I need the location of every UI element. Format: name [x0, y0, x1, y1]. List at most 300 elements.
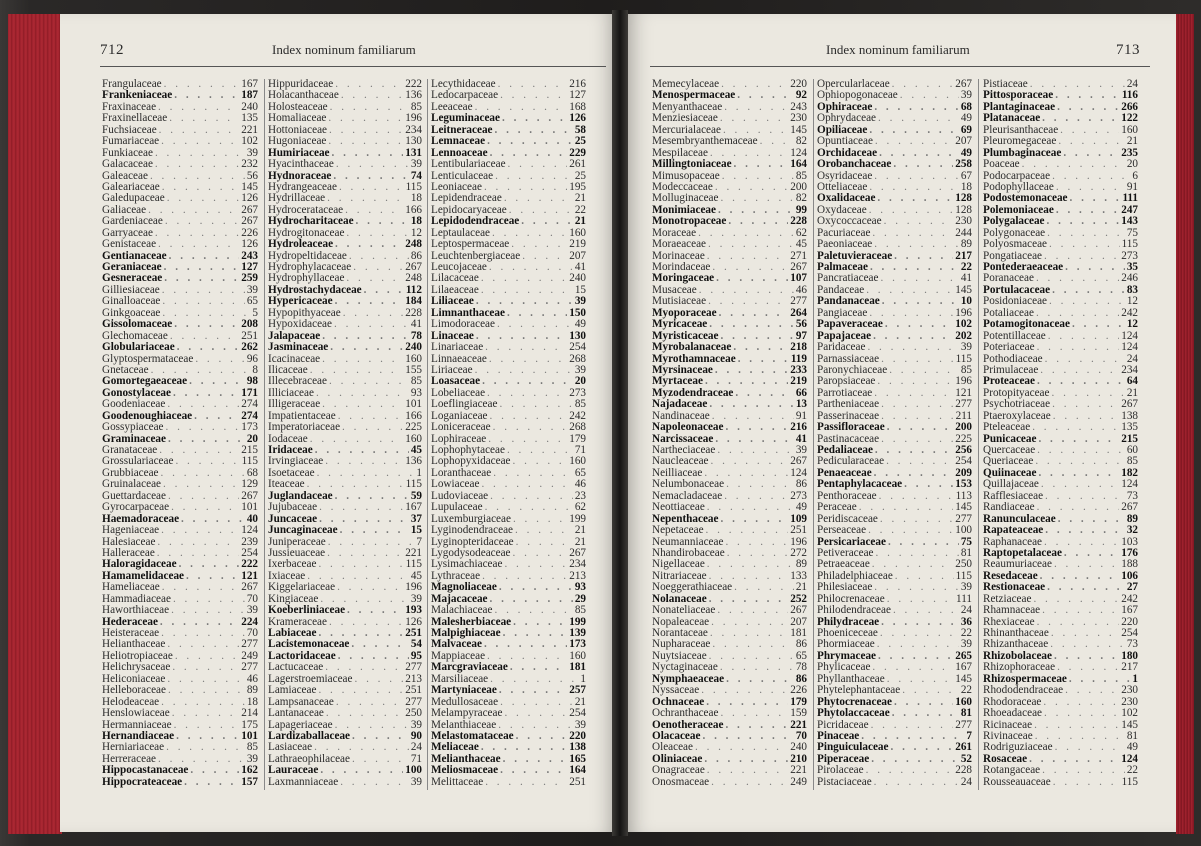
family-name: Hippocrateaceae: [102, 776, 183, 788]
dot-leader: [326, 136, 403, 147]
dot-leader: [160, 308, 250, 319]
dot-leader: [1052, 651, 1119, 662]
dot-leader: [872, 388, 953, 399]
page-ref: 45: [795, 239, 807, 251]
index-entry: [268, 582, 422, 593]
family-name: Lupulaceae: [431, 502, 483, 514]
family-name: Ochnaceae: [652, 696, 705, 708]
page-ref: 86: [795, 479, 807, 491]
index-entry: [268, 697, 422, 708]
family-name: Nymphaeaceae: [652, 673, 725, 685]
family-name: Leuchtenbergiaceae: [431, 250, 521, 262]
family-name: Rivinaceae: [983, 730, 1033, 742]
family-name: Modeccaceae: [652, 181, 713, 193]
index-entry: [268, 685, 422, 696]
page-ref: 219: [790, 376, 807, 388]
family-name: Parnassiaceae: [817, 353, 880, 365]
page-ref: 166: [405, 204, 422, 216]
family-name: Nhandirobaceae: [652, 547, 725, 559]
index-entry: [983, 537, 1138, 548]
page-ref: 54: [410, 639, 422, 651]
index-entry: [102, 331, 258, 342]
index-entry: [268, 193, 422, 204]
dot-leader: [177, 559, 240, 570]
page-ref: 254: [569, 708, 586, 720]
page-ref: 195: [569, 181, 586, 193]
family-name: Henslowiaceae: [102, 708, 170, 720]
dot-leader: [857, 502, 953, 513]
family-name: Nepetaceae: [652, 525, 704, 537]
page-ref: 7: [416, 536, 422, 548]
dot-leader: [173, 456, 239, 467]
dot-leader: [161, 479, 239, 490]
family-name: Linaceae: [431, 330, 474, 342]
index-entry: [102, 148, 258, 159]
dot-leader: [338, 777, 409, 788]
index-entry: [983, 262, 1138, 273]
family-name: Lentibulariaceae: [431, 159, 506, 171]
family-name: Rosaceae: [983, 753, 1028, 765]
index-entry: [652, 537, 807, 548]
family-name: Podocarpaceae: [983, 170, 1051, 182]
family-name: Quercaceae: [983, 445, 1036, 456]
running-header: Index nominum familiarum: [272, 42, 416, 57]
page-ref: 264: [790, 307, 807, 319]
page-ref: 39: [960, 90, 972, 102]
family-name: Pistaciaceae: [817, 776, 872, 788]
page-ref: 18: [960, 181, 972, 193]
page-ref: 127: [241, 262, 258, 273]
family-name: Memecylaceae: [652, 79, 720, 90]
dot-leader: [1034, 308, 1119, 319]
index-entry: [268, 708, 422, 719]
dot-leader: [347, 251, 409, 262]
family-name: Herniariaceae: [102, 742, 165, 754]
index-entry: [102, 468, 258, 479]
index-entry: [652, 159, 807, 170]
dot-leader: [473, 102, 568, 113]
dot-leader: [891, 159, 953, 170]
page-ref: 85: [795, 170, 807, 182]
page-ref: 97: [795, 330, 807, 342]
dot-leader: [705, 251, 788, 262]
index-entry: [431, 605, 586, 616]
family-name: Partheniaceae: [817, 399, 880, 411]
index-entry: [431, 434, 586, 445]
index-entry: [431, 182, 586, 193]
family-name: Lilaeaceae: [431, 284, 479, 296]
index-entry: [817, 136, 972, 147]
family-name: Paletuvieraceae: [817, 250, 893, 262]
family-name: Galiaceae: [102, 204, 147, 216]
page-ref: 248: [405, 239, 422, 251]
index-entry: [431, 697, 586, 708]
page-ref: 24: [410, 742, 422, 754]
page-ref: 230: [1121, 685, 1138, 697]
family-name: Lantanaceae: [268, 708, 324, 720]
family-name: Picridaceae: [817, 719, 869, 731]
family-name: Gonostylaceae: [102, 387, 171, 399]
dot-leader: [1033, 456, 1125, 467]
family-name: Hydroleaceae: [268, 239, 334, 251]
page-ref: 230: [790, 113, 807, 125]
dot-leader: [166, 685, 245, 696]
index-entry: [817, 765, 972, 776]
dot-leader: [758, 136, 794, 147]
page-ref: 188: [1121, 559, 1138, 571]
dot-leader: [719, 79, 788, 90]
family-name: Nupharaceae: [652, 639, 711, 651]
index-entry: [652, 548, 807, 559]
dot-leader: [325, 548, 403, 559]
dot-leader: [723, 422, 788, 433]
page-ref: 226: [241, 227, 258, 239]
dot-leader: [1040, 765, 1125, 776]
family-name: Phytolaccaceae: [817, 708, 890, 720]
family-name: Orchidaceae: [817, 147, 878, 159]
family-name: Lepidodendraceae: [431, 216, 520, 228]
index-entry: [268, 662, 422, 673]
family-name: Linnaeaceae: [431, 353, 487, 365]
family-name: Rapateaceae: [983, 525, 1044, 537]
family-name: Myrothamnaceae: [652, 353, 736, 365]
index-entry: [652, 639, 807, 650]
index-entry: [983, 639, 1138, 650]
page-ref: 173: [241, 422, 258, 434]
dot-leader: [479, 285, 573, 296]
index-entry: [983, 777, 1138, 788]
page-ref: 64: [1126, 376, 1138, 388]
page-ref: 130: [405, 136, 422, 148]
dot-leader: [305, 571, 409, 582]
family-name: Koeberliniaceae: [268, 605, 346, 617]
page-ref: 222: [241, 559, 258, 571]
dot-leader: [1043, 525, 1125, 536]
index-entry: [983, 365, 1138, 376]
family-name: Hottoniaceae: [268, 124, 328, 136]
index-entry: [983, 239, 1138, 250]
dot-leader: [160, 296, 244, 307]
index-entry: [102, 765, 258, 776]
family-name: Rhexiaceae: [983, 616, 1035, 628]
dot-leader: [156, 239, 239, 250]
page-ref: 83: [1126, 284, 1138, 296]
page-ref: 267: [241, 216, 258, 228]
index-entry: [431, 148, 586, 159]
index-entry: [102, 582, 258, 593]
family-name: Funkiaceae: [102, 147, 153, 159]
page-ref: 159: [790, 708, 807, 720]
index-entry: [983, 113, 1138, 124]
dot-leader: [1043, 354, 1125, 365]
page-ref: 145: [790, 124, 807, 136]
page-ref: 20: [1126, 159, 1138, 171]
page-ref: 138: [1121, 410, 1138, 422]
family-name: Gossypiaceae: [102, 422, 164, 434]
family-name: Gardeniaceae: [102, 216, 163, 228]
index-entry: [431, 193, 586, 204]
dot-leader: [182, 777, 239, 788]
dot-leader: [707, 571, 789, 582]
page-ref: 243: [241, 250, 258, 262]
page-ref: 65: [795, 650, 807, 662]
family-name: Lamiaceae: [268, 685, 317, 697]
index-entry: [983, 502, 1138, 513]
family-name: Plantaginaceae: [983, 101, 1056, 113]
page-ref: 98: [246, 376, 258, 388]
family-name: Hypoxidaceae: [268, 319, 332, 331]
family-name: Leguminaceae: [431, 113, 500, 125]
dot-leader: [879, 434, 953, 445]
index-entry: [817, 182, 972, 193]
dot-leader: [334, 697, 403, 708]
page-ref: 150: [569, 307, 586, 319]
page-ref: 135: [241, 113, 258, 125]
family-name: Pastinacaceae: [817, 433, 880, 445]
dot-leader: [148, 171, 245, 182]
page-ref: 107: [790, 273, 807, 285]
dot-leader: [872, 468, 954, 479]
page-ref: 124: [1121, 330, 1138, 342]
dot-leader: [1067, 674, 1131, 685]
family-name: Lactoridaceae: [268, 650, 336, 662]
dot-leader: [192, 411, 239, 422]
family-name: Myrobalanaceae: [652, 342, 732, 354]
index-entry: [817, 559, 972, 570]
index-entry: [817, 296, 972, 307]
dot-leader: [879, 399, 953, 410]
page-ref: 251: [405, 628, 422, 639]
page-ref: 23: [574, 490, 586, 502]
family-name: Nopaleaceae: [652, 616, 710, 628]
index-entry: [817, 354, 972, 365]
page-ref: 267: [241, 582, 258, 594]
index-entry: [431, 376, 586, 387]
page-ref: 164: [790, 159, 807, 171]
index-entry: [652, 251, 807, 262]
dot-leader: [1070, 319, 1125, 330]
index-entry: [268, 399, 422, 410]
index-entry: [817, 308, 972, 319]
dot-leader: [900, 685, 959, 696]
index-entry: [817, 239, 972, 250]
dot-leader: [706, 239, 794, 250]
page-ref: 115: [405, 559, 422, 571]
page-ref: 207: [955, 136, 972, 148]
family-name: Monotropaceae: [652, 216, 727, 228]
dot-leader: [876, 651, 953, 662]
index-entry: [268, 720, 422, 731]
index-entry: [431, 262, 586, 273]
index-column: [268, 79, 422, 788]
dot-leader: [327, 376, 409, 387]
dot-leader: [867, 182, 959, 193]
page-ref: 35: [1126, 262, 1138, 273]
index-entry: [102, 720, 258, 731]
family-name: Platanaceae: [983, 113, 1041, 125]
dot-leader: [352, 674, 403, 685]
index-entry: [102, 376, 258, 387]
dot-leader: [898, 90, 959, 101]
family-name: Protopityaceae: [983, 387, 1050, 399]
family-name: Mercurialaceae: [652, 124, 721, 136]
family-name: Heisteraceae: [102, 628, 160, 639]
dot-leader: [873, 445, 953, 456]
index-entry: [102, 559, 258, 570]
page-ref: 196: [405, 582, 422, 594]
family-name: Morindaceae: [652, 262, 711, 273]
dot-leader: [485, 136, 573, 147]
family-name: Illiciaceae: [268, 387, 314, 399]
family-name: Pothodiaceae: [983, 353, 1043, 365]
dot-leader: [1042, 708, 1119, 719]
index-entry: [652, 651, 807, 662]
index-entry: [983, 594, 1138, 605]
index-entry: [652, 754, 807, 765]
index-entry: [431, 674, 586, 685]
family-name: Musaceae: [652, 284, 697, 296]
dot-leader: [1062, 548, 1119, 559]
family-name: Papajaceae: [817, 330, 872, 342]
index-entry: [102, 651, 258, 662]
family-name: Poaceae: [983, 159, 1020, 171]
index-entry: [431, 491, 586, 502]
family-name: Penaeaceae: [817, 467, 872, 479]
page-ref: 115: [405, 181, 422, 193]
family-name: Grubbiaceae: [102, 467, 159, 479]
dot-leader: [164, 422, 240, 433]
index-entry: [652, 491, 807, 502]
page-ref: 41: [574, 262, 586, 273]
index-entry: [102, 479, 258, 490]
family-name: Narcissaceae: [652, 433, 714, 445]
dot-leader: [1035, 342, 1120, 353]
dot-leader: [492, 605, 572, 616]
index-entry: [102, 182, 258, 193]
index-entry: [431, 468, 586, 479]
index-entry: [431, 159, 586, 170]
family-name: Labiaceae: [268, 628, 317, 639]
family-name: Millingtoniaceae: [652, 159, 732, 171]
dot-leader: [316, 559, 403, 570]
page-ref: 167: [405, 502, 422, 514]
index-entry: [817, 708, 972, 719]
family-name: Galeariaceae: [102, 181, 160, 193]
family-name: Hammadiaceae: [102, 593, 171, 605]
page-ref: 115: [1121, 239, 1138, 251]
page-ref: 89: [1126, 513, 1138, 525]
index-entry: [817, 720, 972, 731]
page-ref: 65: [246, 296, 258, 308]
family-name: Paeoniaceae: [817, 239, 873, 251]
dot-leader: [870, 662, 953, 673]
family-name: Norantaceae: [652, 628, 708, 639]
dot-leader: [718, 708, 788, 719]
family-name: Moraceae: [652, 227, 697, 239]
dot-leader: [885, 674, 954, 685]
page-ref: 259: [241, 273, 258, 285]
family-name: Polygalaceae: [983, 216, 1045, 228]
family-name: Goodenoughiaceae: [102, 410, 193, 422]
page-ref: 233: [790, 364, 807, 376]
index-entry: [817, 319, 972, 330]
index-entry: [431, 456, 586, 467]
index-entry: [431, 296, 586, 307]
dot-leader: [184, 571, 239, 582]
page-ref: 102: [955, 319, 972, 331]
index-entry: [102, 354, 258, 365]
page-ref: 49: [574, 319, 586, 331]
index-column: [983, 79, 1138, 788]
index-entry: [431, 777, 586, 788]
index-entry: [268, 113, 422, 124]
dot-leader: [172, 319, 239, 330]
dot-leader: [872, 171, 959, 182]
family-name: Lysimachiaceae: [431, 559, 503, 571]
dot-leader: [879, 411, 954, 422]
page-ref: 182: [1121, 467, 1138, 479]
dot-leader: [1045, 582, 1125, 593]
family-name: Peridiscaceae: [817, 513, 878, 525]
index-entry: [817, 251, 972, 262]
page-ref: 126: [241, 239, 258, 251]
page-ref: 232: [241, 159, 258, 171]
page-ref: 219: [569, 239, 586, 251]
dot-leader: [193, 354, 244, 365]
page-ref: 12: [1126, 319, 1138, 331]
family-name: Pancratiaceae: [817, 273, 879, 285]
index-entry: [983, 685, 1138, 696]
dot-leader: [146, 205, 239, 216]
index-entry: [983, 182, 1138, 193]
page-ref: 99: [795, 204, 807, 216]
family-name: Pacuriaceae: [817, 227, 871, 239]
family-name: Lyginodendraceae: [431, 525, 513, 537]
index-entry: [983, 296, 1138, 307]
page-ref: 124: [1121, 479, 1138, 491]
page-ref: 166: [405, 410, 422, 422]
dot-leader: [490, 228, 567, 239]
index-entry: [102, 525, 258, 536]
page-ref: 155: [405, 364, 422, 376]
family-name: Rhizospermaceae: [983, 673, 1067, 685]
family-name: Mesembryanthemaceae: [652, 136, 758, 148]
family-name: Gentianaceae: [102, 250, 167, 262]
family-name: Lyginopteridaceae: [431, 536, 514, 548]
page-ref: 27: [1126, 582, 1138, 594]
page-ref: 15: [574, 284, 586, 296]
dot-leader: [875, 193, 953, 204]
page-ref: 1: [1132, 673, 1138, 685]
page-ref: 277: [790, 296, 807, 308]
dot-leader: [890, 79, 954, 90]
index-entry: [817, 411, 972, 422]
family-name: Nitrariaceae: [652, 570, 707, 582]
dot-leader: [1035, 617, 1120, 628]
page-ref: 39: [246, 753, 258, 765]
family-name: Phytocrenaceae: [817, 696, 892, 708]
family-name: Paridaceae: [817, 342, 866, 354]
dot-leader: [1042, 251, 1119, 262]
page-ref: 41: [795, 433, 807, 445]
page-ref: 267: [790, 456, 807, 468]
dot-leader: [162, 262, 240, 273]
page-ref: 230: [955, 216, 972, 228]
family-name: Menyanthaceae: [652, 101, 723, 113]
dot-leader: [157, 125, 240, 136]
page-ref: 67: [960, 170, 972, 182]
index-entry: [431, 617, 586, 628]
